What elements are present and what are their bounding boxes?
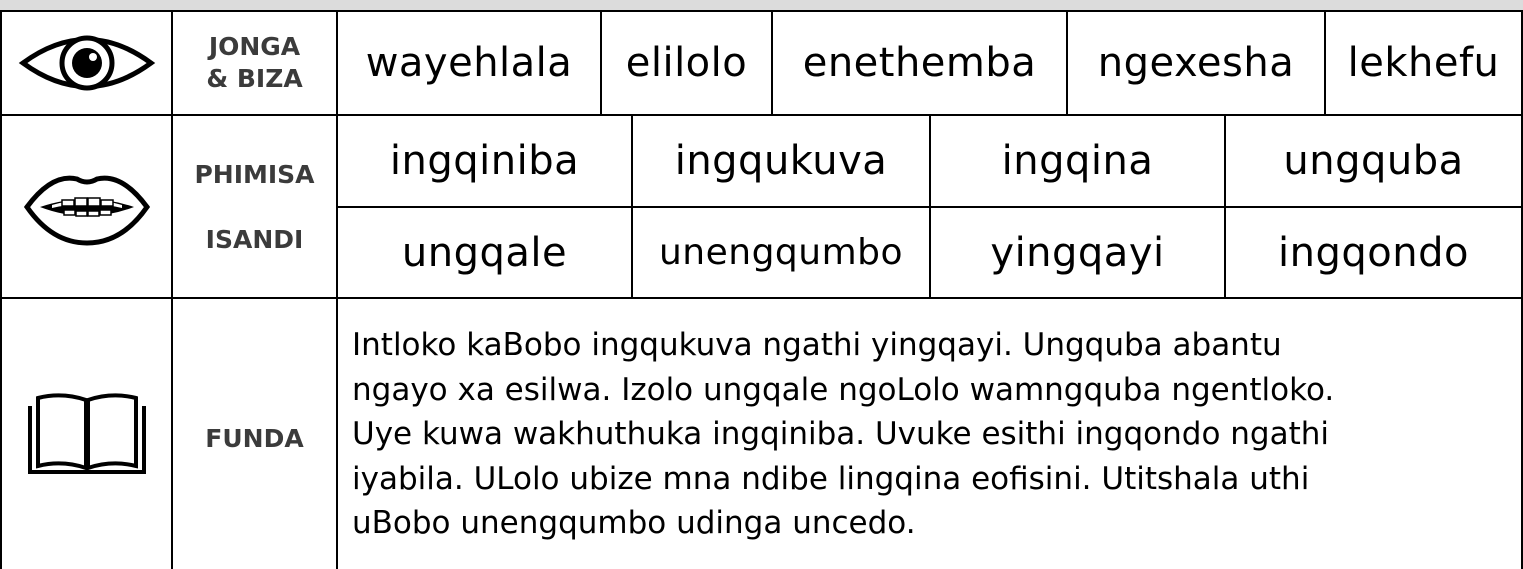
- word-cell: ingqukuva: [674, 138, 888, 184]
- eye-icon: [2, 12, 171, 114]
- mouth-icon: [2, 116, 171, 297]
- word-cell: elilolo: [625, 40, 748, 86]
- word-cell: ingqiniba: [389, 138, 580, 184]
- passage-line: Uye kuwa wakhuthuka ingqiniba. Uvuke esithi ingqondo ngathi: [352, 416, 1330, 452]
- word-cell: ungqale: [401, 229, 568, 276]
- passage-line: Intloko kaBobo ingqukuva ngathi yingqayi. Ungquba abantu: [352, 327, 1282, 363]
- reading-passage: [352, 323, 1512, 546]
- look-and-read-label: JONGA & BIZA: [206, 31, 303, 93]
- passage-line: iyabila. ULolo ubize mna ndibe lingqina eofisini. Utitshala uthi: [352, 460, 1310, 497]
- word-cell: unengqumbo: [658, 232, 904, 273]
- word-cell: ngexesha: [1097, 40, 1295, 86]
- pronounce-sound-label: PHIMISA ISANDI: [194, 159, 315, 254]
- open-book-icon: [2, 299, 171, 569]
- passage-line: ngayo xa esilwa. Izolo ungqale ngoLolo wamngquba ngentloko.: [352, 371, 1335, 408]
- read-label: FUNDA: [205, 423, 304, 453]
- word-cell: ungquba: [1283, 138, 1464, 184]
- passage-line: uBobo unengqumbo udinga uncedo.: [352, 505, 916, 541]
- word-cell: ingqondo: [1278, 229, 1469, 276]
- word-cell: enethemba: [802, 40, 1037, 86]
- word-cell: yingqayi: [990, 229, 1165, 276]
- word-cell: ingqina: [1001, 138, 1154, 184]
- word-cell: lekhefu: [1347, 40, 1500, 86]
- word-cell: wayehlala: [365, 40, 573, 86]
